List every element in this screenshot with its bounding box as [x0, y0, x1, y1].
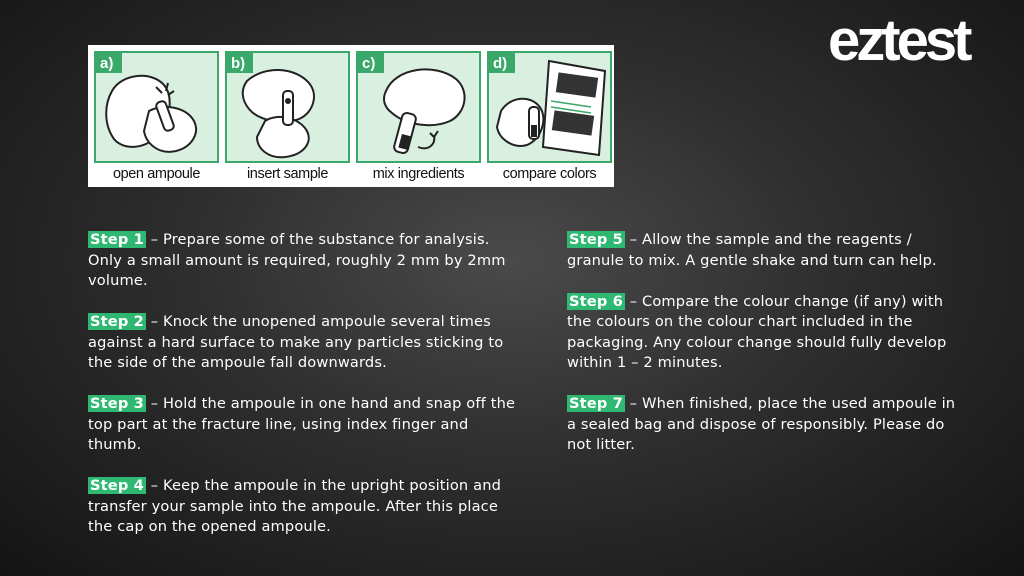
- step-6: [567, 292, 967, 374]
- step-label: Step 6: [569, 292, 623, 310]
- step-1: [88, 230, 518, 292]
- step-7: [567, 394, 967, 456]
- step-label: Step 5: [569, 231, 623, 248]
- step-text: – Prepare some of the substance for analysis. Only a small amount is required, roughly 2 mm by 2mm volume.: [88, 231, 506, 289]
- step-text: – Keep the ampoule in the upright position and transfer your sample into the ampoule. After this place the cap on the opened ampoule.: [88, 477, 502, 535]
- step-3: [88, 394, 518, 456]
- panel-caption: insert sample: [246, 166, 329, 182]
- panel-open-ampoule: [91, 48, 222, 184]
- step-text: – Allow the sample and the reagents / granule to mix. A gentle shake and turn can help.: [567, 231, 937, 269]
- step-label: Step 2: [90, 313, 144, 330]
- panel-letter: b): [231, 55, 246, 72]
- step-label: Step 3: [90, 395, 144, 412]
- panel-compare-colors: [484, 48, 615, 184]
- panel-letter: d): [493, 55, 508, 72]
- step-label: Step 4: [90, 477, 144, 494]
- panel-letter: a): [100, 55, 114, 72]
- step-label: Step 1: [90, 231, 144, 248]
- panel-letter: c): [362, 55, 376, 72]
- panel-insert-sample: [222, 48, 353, 184]
- panel-caption: open ampoule: [112, 166, 201, 182]
- panel-caption: compare colors: [502, 166, 597, 182]
- eztest-logo: eztest: [828, 8, 969, 73]
- panel-caption: mix ingredients: [372, 166, 465, 182]
- step-4: [88, 476, 518, 538]
- steps-left-column: [88, 230, 518, 558]
- step-2: [88, 312, 518, 374]
- steps-right-column: [567, 230, 967, 476]
- instruction-panels: [88, 45, 614, 187]
- step-label: Step 7: [569, 395, 623, 412]
- step-text: – Compare the colour change (if any) with the colours on the colour chart included in the packaging. Any colour change should fully develop within 1 – 2 minutes.: [567, 292, 947, 371]
- step-5: [567, 230, 967, 271]
- step-text: – Hold the ampoule in one hand and snap off the top part at the fracture line, using index finger and thumb.: [88, 395, 516, 453]
- step-text: – Knock the unopened ampoule several times against a hard surface to make any particles sticking to the side of the ampoule fall downwards.: [88, 313, 504, 371]
- step-text: – When finished, place the used ampoule in a sealed bag and dispose of responsibly. Please do not litter.: [567, 395, 956, 453]
- panel-mix-ingredients: [353, 48, 484, 184]
